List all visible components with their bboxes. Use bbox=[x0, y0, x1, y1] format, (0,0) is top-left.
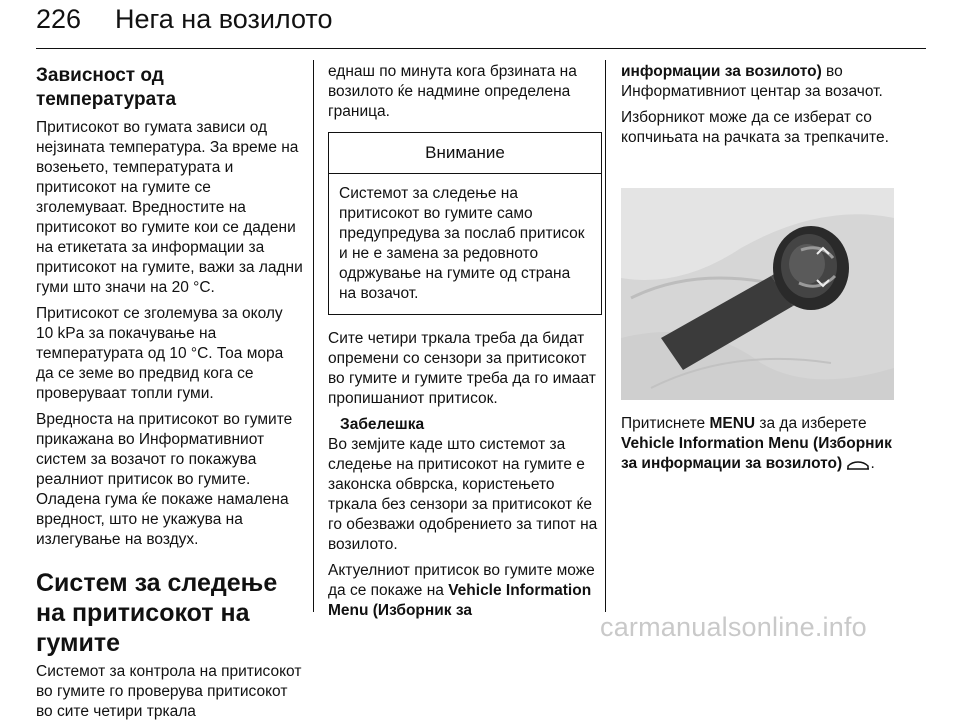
column-3-lower bbox=[621, 414, 896, 480]
car-icon bbox=[846, 458, 870, 470]
menu-reference: Vehicle Information Menu (Изборник за информации за возилото) bbox=[621, 435, 892, 472]
paragraph: Вредноста на притисокот во гумите прикажана во Информативниот систем за возачот го покажува реалниот притисок во гумите. Оладена гума ќе покаже намалена вредност, што не укажува на излегување на воздух. bbox=[36, 411, 293, 548]
paragraph: Притисокот во гумата зависи од нејзината температура. За време на возењето, температурата и притисокот на гумите се зголемуваат. Вредностите на притисокот во гумите кои се дадени на етикетата за информации за притисокот на гумите, важи за ладни гуми што значи на 20 °C. bbox=[36, 119, 303, 296]
paragraph bbox=[621, 414, 896, 474]
paragraph: Изборникот може да се изберат со копчињата на рачката за трепкачите. bbox=[621, 109, 889, 146]
paragraph: еднаш по минута кога брзината на возилото ќе надмине определена граница. bbox=[328, 63, 577, 120]
page-title: Нега на возилото bbox=[115, 4, 333, 34]
note-title: Забелешка bbox=[340, 416, 425, 433]
menu-reference: Vehicle Information Menu (Изборник за bbox=[328, 582, 592, 619]
column-divider bbox=[313, 60, 314, 612]
paragraph: Сите четири тркала треба да бидат опремени со сензори за притисокот во гумите и гумите треба да го имаат пропишаниот притисок. bbox=[328, 330, 596, 407]
menu-reference: информации за возилото) bbox=[621, 63, 822, 80]
header-rule bbox=[36, 48, 926, 49]
column-3 bbox=[621, 62, 893, 154]
page-number: 226 bbox=[36, 4, 82, 34]
column-divider bbox=[605, 60, 606, 612]
paragraph: Притисокот се зголемува за околу 10 kPa за покачување на температурата од 10 °C. Тоа мора да се земе во предвид кога се проверуваат топли гуми. bbox=[36, 305, 284, 402]
paragraph: Системот за контрола на притисокот во гумите го проверува притисокот во сите четири тркала bbox=[36, 663, 302, 720]
watermark: carmanualsonline.info bbox=[600, 612, 867, 642]
paragraph-text: Актуелниот притисок во гумите може да се покаже на bbox=[328, 562, 595, 599]
section-title: Систем за следење на притисокот на гумите bbox=[36, 569, 278, 657]
menu-button-label: MENU bbox=[709, 415, 756, 432]
paragraph-text: Притиснете bbox=[621, 415, 710, 432]
paragraph-text: во Информативниот центар за возачот. bbox=[621, 63, 883, 100]
turn-signal-lever-figure bbox=[621, 188, 894, 400]
column-2 bbox=[328, 62, 600, 627]
note-text: Во земјите каде што системот за следење на притисокот на гумите е законска обврска, користењето тркала без сензори за притисокот ќе го обезважи одобрението за типот на возилото. bbox=[328, 436, 598, 553]
warning-title: Внимание bbox=[329, 133, 601, 174]
warning-text: Системот за следење на притисокот во гумите само предупредува за послаб притисок и не е замена за редовното одржување на гумите од страна на возачот. bbox=[339, 185, 585, 302]
section-heading: Зависност од температурата bbox=[36, 65, 177, 110]
paragraph-end: . bbox=[870, 455, 875, 472]
paragraph bbox=[328, 561, 600, 621]
paragraph-text: за да изберете bbox=[755, 415, 867, 432]
column-1 bbox=[36, 58, 304, 728]
warning-box bbox=[328, 132, 602, 315]
lever-illustration bbox=[621, 188, 894, 400]
paragraph bbox=[621, 62, 893, 102]
